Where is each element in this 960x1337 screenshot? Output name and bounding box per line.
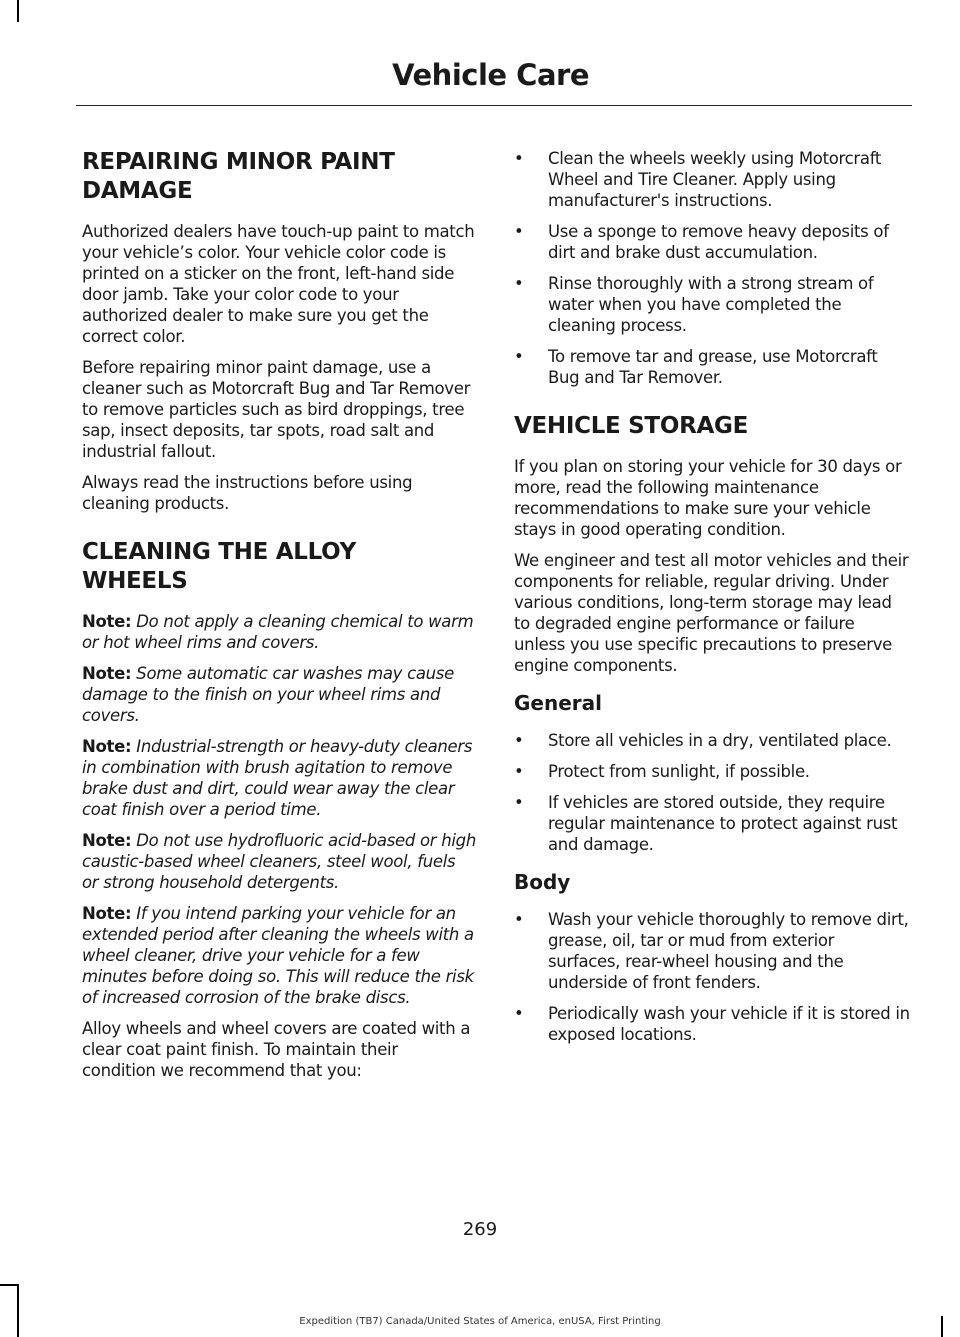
note — [82, 736, 476, 820]
list-item-text: To remove tar and grease, use Motorcraft Bug and Tar Remover. — [548, 347, 878, 387]
list-item — [514, 792, 910, 855]
paragraph: Always read the instructions before using cleaning products. — [82, 473, 413, 513]
bullet-icon: • — [514, 347, 524, 366]
list-item — [514, 730, 910, 751]
paragraph: If you plan on storing your vehicle for 30 days or more, read the following maintenance recommendations to make sure your vehicle stays in good operating condition. — [514, 457, 902, 539]
list-item-text: Use a sponge to remove heavy deposits of dirt and brake dust accumulation. — [548, 222, 889, 262]
bullet-icon: • — [514, 910, 524, 929]
list-item-text: Clean the wheels weekly using Motorcraft Wheel and Tire Cleaner. Apply using manufacturer's instructions. — [548, 149, 882, 210]
page-number: 269 — [462, 1219, 498, 1240]
bullet-icon: • — [514, 762, 524, 781]
note — [82, 611, 476, 653]
list-item — [514, 148, 910, 211]
list-item-text: Protect from sunlight, if possible. — [548, 762, 810, 781]
crop-mark-bottom-left-horizontal — [0, 1284, 19, 1286]
list-item-text: Wash your vehicle thoroughly to remove dirt, grease, oil, tar or mud from exterior surfaces, rear-wheel housing and the underside of front fenders. — [548, 910, 909, 992]
right-column — [514, 148, 910, 1045]
wheel-care-list — [514, 148, 910, 388]
list-item — [514, 221, 910, 263]
crop-mark-bottom-left — [17, 1284, 19, 1337]
subheading-general: General — [514, 691, 602, 715]
paragraph: Alloy wheels and wheel covers are coated with a clear coat paint finish. To maintain their condition we recommend that you: — [82, 1019, 471, 1080]
header-rule — [76, 105, 912, 106]
bullet-icon: • — [514, 274, 524, 293]
list-item — [514, 273, 910, 336]
list-item — [514, 909, 910, 993]
subheading-body: Body — [514, 870, 571, 894]
note-label: Note: — [82, 664, 132, 683]
bullet-icon: • — [514, 1004, 524, 1023]
list-item-text: If vehicles are stored outside, they require regular maintenance to protect against rust and damage. — [548, 793, 898, 854]
footer-edition-info: Expedition (TB7) Canada/United States of America, enUSA, First Printing — [299, 1316, 661, 1327]
list-item — [514, 1003, 910, 1045]
note — [82, 663, 476, 726]
list-item — [514, 761, 910, 782]
note — [82, 830, 476, 893]
list-item-text: Rinse thoroughly with a strong stream of water when you have completed the cleaning process. — [548, 274, 874, 335]
paragraph: Before repairing minor paint damage, use a cleaner such as Motorcraft Bug and Tar Remover to remove particles such as bird droppings, tree sap, insect deposits, tar spots, road salt and industrial fallout. — [82, 358, 471, 461]
note-text: Do not use hydrofluoric acid-based or high caustic-based wheel cleaners, steel wool, fuels or strong household detergents. — [82, 831, 476, 892]
bullet-icon: • — [514, 793, 524, 812]
list-item — [514, 346, 910, 388]
paragraph: We engineer and test all motor vehicles and their components for reliable, regular driving. Under various conditions, long-term storage may lead to degraded engine performance or failure unless you use specific precautions to preserve engine components. — [514, 551, 909, 675]
section-heading-vehicle-storage: VEHICLE STORAGE — [514, 413, 748, 439]
list-item-text: Periodically wash your vehicle if it is stored in exposed locations. — [548, 1004, 910, 1044]
section-heading-alloy-wheels: CLEANING THE ALLOY WHEELS — [82, 539, 356, 594]
body-list — [514, 909, 910, 1045]
list-item-text: Store all vehicles in a dry, ventilated place. — [548, 731, 892, 750]
note-label: Note: — [82, 904, 132, 923]
note-text: Do not apply a cleaning chemical to warm or hot wheel rims and covers. — [82, 612, 474, 652]
note-label: Note: — [82, 831, 132, 850]
note-text: Some automatic car washes may cause damage to the finish on your wheel rims and covers. — [82, 664, 454, 725]
general-list — [514, 730, 910, 855]
paragraph: Authorized dealers have touch-up paint to match your vehicle’s color. Your vehicle color code is printed on a sticker on the front, left-hand side door jamb. Take your color code to your authorized dealer to make sure you get the correct color. — [82, 222, 475, 346]
note-text: If you intend parking your vehicle for an extended period after cleaning the wheels with a wheel cleaner, drive your vehicle for a few minutes before doing so. This will reduce the risk of increased corrosion of the brake discs. — [82, 904, 474, 1007]
note — [82, 903, 476, 1008]
bullet-icon: • — [514, 149, 524, 168]
note-text: Industrial-strength or heavy-duty cleaners in combination with brush agitation to remove brake dust and dirt, could wear away the clear coat finish over a period time. — [82, 737, 473, 819]
section-heading-paint-damage: REPAIRING MINOR PAINT DAMAGE — [82, 149, 395, 204]
bullet-icon: • — [514, 222, 524, 241]
crop-mark-top-left — [17, 0, 19, 22]
left-column — [82, 148, 476, 1081]
bullet-icon: • — [514, 731, 524, 750]
note-label: Note: — [82, 737, 132, 756]
page-header-title: Vehicle Care — [392, 58, 589, 92]
note-label: Note: — [82, 612, 132, 631]
